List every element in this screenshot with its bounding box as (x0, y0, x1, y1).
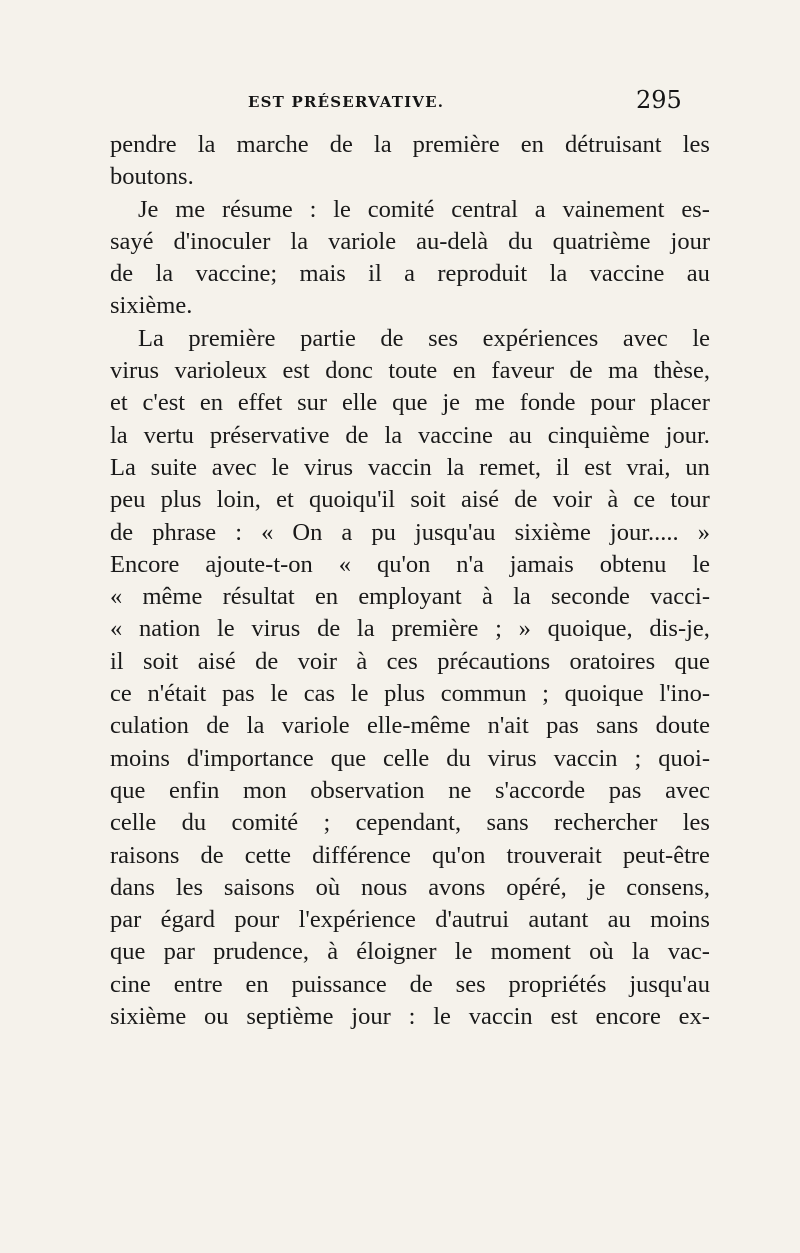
text-line: sixième ou septième jour : le vaccin est encore ex- (110, 1003, 710, 1031)
text-line: que enfin mon observation ne s'accorde pas avec (110, 776, 710, 804)
text-line: de la vaccine; mais il a reproduit la vaccine au (110, 260, 710, 288)
text-line: La première partie de ses expériences avec le (138, 324, 710, 352)
text-line: La suite avec le virus vaccin la remet, il est vrai, un (110, 453, 710, 481)
text-line: celle du comité ; cependant, sans rechercher les (110, 809, 710, 837)
text-line: raisons de cette différence qu'on trouverait peut-être (110, 841, 710, 869)
running-title: EST PRÉSERVATIVE. (248, 93, 445, 111)
text-line: il soit aisé de voir à ces précautions oratoires que (110, 647, 710, 675)
body-text (110, 129, 710, 1033)
text-line: peu plus loin, et quoiqu'il soit aisé de voir à ce tour (110, 486, 710, 514)
text-line: virus varioleux est donc toute en faveur de ma thèse, (110, 357, 710, 385)
text-line: la vertu préservative de la vaccine au cinquième jour. (110, 421, 710, 449)
text-line: pendre la marche de la première en détruisant les (110, 131, 710, 158)
text-line: Je me résume : le comité central a vainement es- (138, 195, 710, 223)
page-header (0, 0, 800, 120)
text-line: culation de la variole elle-même n'ait pas sans doute (110, 712, 710, 740)
text-line: « nation le virus de la première ; » quoique, dis-je, (110, 615, 710, 643)
text-line: de phrase : « On a pu jusqu'au sixième jour..... » (110, 518, 710, 546)
text-line: sayé d'inoculer la variole au-delà du quatrième jour (110, 227, 710, 255)
text-line: dans les saisons où nous avons opéré, je consens, (110, 873, 710, 901)
text-line: que par prudence, à éloigner le moment où la vac- (110, 938, 710, 966)
text-line: sixième. (110, 292, 193, 320)
text-line: ce n'était pas le cas le plus commun ; quoique l'ino- (110, 680, 710, 708)
text-line: moins d'importance que celle du virus vaccin ; quoi- (110, 744, 710, 772)
text-line: et c'est en effet sur elle que je me fonde pour placer (110, 389, 710, 417)
text-line: cine entre en puissance de ses propriétés jusqu'au (110, 970, 710, 998)
text-line: boutons. (110, 163, 194, 191)
page-number: 295 (636, 86, 682, 114)
text-line: « même résultat en employant à la seconde vacci- (110, 583, 710, 611)
text-line: Encore ajoute-t-on « qu'on n'a jamais obtenu le (110, 550, 710, 578)
text-line: par égard pour l'expérience d'autrui autant au moins (110, 906, 710, 934)
